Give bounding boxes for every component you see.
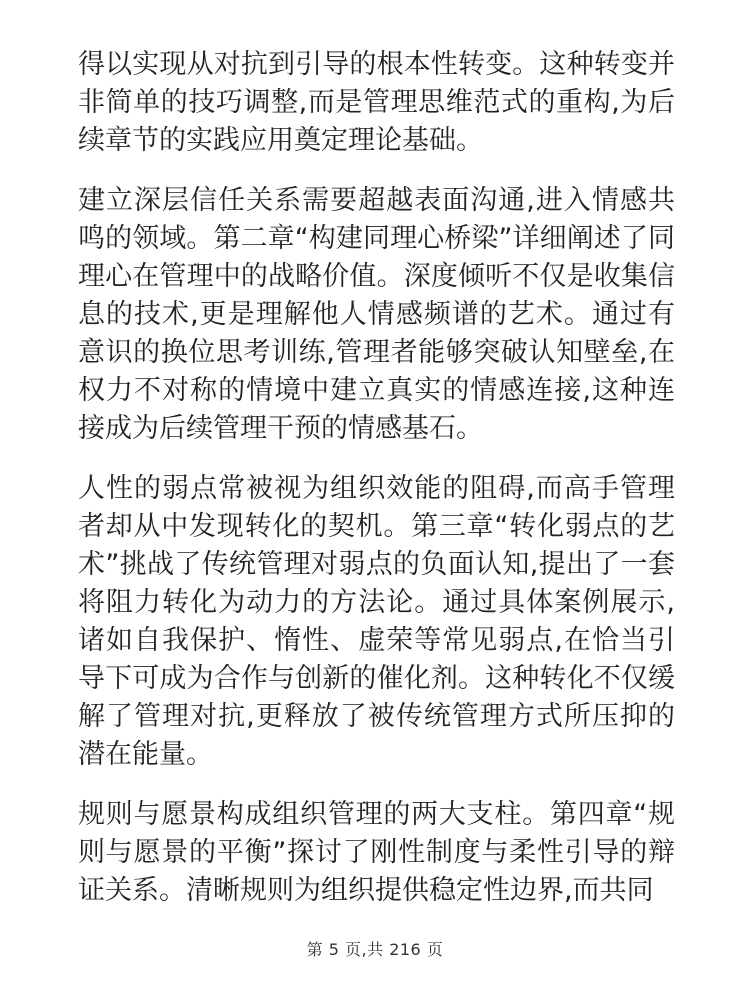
- page-content: [78, 46, 675, 932]
- body-paragraph: 得以实现从对抗到引导的根本性转变。这种转变并非简单的技巧调整,而是管理思维范式的重构,为后续章节的实践应用奠定理论基础。: [78, 49, 675, 156]
- body-paragraph: 规则与愿景构成组织管理的两大支柱。第四章“规则与愿景的平衡”探讨了刚性制度与柔性引导的辩证关系。清晰规则为组织提供稳定性边界,而共同: [78, 799, 675, 906]
- body-paragraph: 人性的弱点常被视为组织效能的阻碍,而高手管理者却从中发现转化的契机。第三章“转化弱点的艺术”挑战了传统管理对弱点的负面认知,提出了一套将阻力转化为动力的方法论。通过具体案例展示,诸如自我保护、惰性、虚荣等常见弱点,在恰当引导下可成为合作与创新的催化剂。这种转化不仅缓解了管理对抗,更释放了被传统管理方式所压抑的潜在能量。: [78, 473, 675, 770]
- page-number-indicator: 第 5 页,共 216 页: [306, 940, 444, 959]
- body-paragraph: 建立深层信任关系需要超越表面沟通,进入情感共鸣的领域。第二章“构建同理心桥梁”详细阐述了同理心在管理中的战略价值。深度倾听不仅是收集信息的技术,更是理解他人情感频谱的艺术。通过有意识的换位思考训练,管理者能够突破认知壁垒,在权力不对称的情境中建立真实的情感连接,这种连接成为后续管理干预的情感基石。: [78, 185, 675, 444]
